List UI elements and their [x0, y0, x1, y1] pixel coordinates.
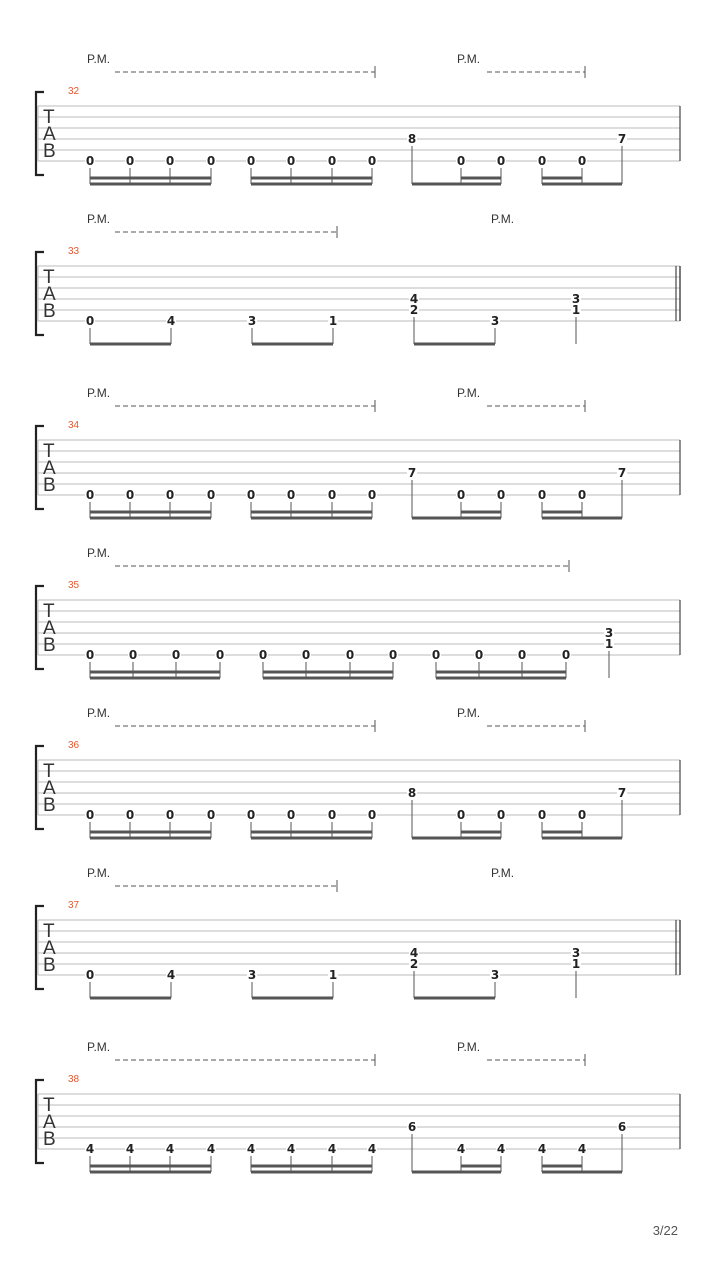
fret-number: 0 [496, 154, 506, 168]
fret-number: 4 [206, 1142, 216, 1156]
fret-number: 0 [286, 808, 296, 822]
fret-number: 4 [165, 1142, 175, 1156]
fret-number: 0 [456, 154, 466, 168]
fret-number: 0 [577, 808, 587, 822]
fret-number: 0 [125, 488, 135, 502]
fret-number: 0 [85, 488, 95, 502]
fret-number: 8 [407, 132, 417, 146]
fret-number: 4 [577, 1142, 587, 1156]
fret-number: 0 [85, 808, 95, 822]
fret-number: 4 [409, 292, 419, 306]
measure-number: 32 [68, 86, 80, 97]
fret-number: 0 [456, 808, 466, 822]
fret-number: 0 [561, 648, 571, 662]
fret-number: 1 [604, 637, 614, 651]
tab-clef-letter: A [43, 618, 56, 639]
measure-number: 37 [68, 900, 80, 911]
fret-number: 4 [286, 1142, 296, 1156]
fret-number: 4 [409, 946, 419, 960]
fret-number: 0 [125, 154, 135, 168]
fret-number: 4 [537, 1142, 547, 1156]
palm-mute-label: P.M. [87, 212, 111, 226]
fret-number: 0 [206, 808, 216, 822]
fret-number: 0 [125, 808, 135, 822]
palm-mute-label: P.M. [87, 1040, 111, 1054]
fret-number: 4 [166, 314, 176, 328]
fret-number: 0 [537, 488, 547, 502]
fret-number: 0 [165, 488, 175, 502]
tab-clef-letter: B [43, 141, 56, 162]
tab-clef-letter: A [43, 778, 56, 799]
fret-number: 0 [206, 154, 216, 168]
fret-number: 1 [571, 957, 581, 971]
fret-number: 7 [617, 132, 627, 146]
fret-number: 0 [165, 154, 175, 168]
palm-mute-label: P.M. [87, 386, 111, 400]
fret-number: 6 [617, 1120, 627, 1134]
fret-number: 0 [474, 648, 484, 662]
fret-number: 0 [496, 488, 506, 502]
fret-number: 0 [246, 488, 256, 502]
fret-number: 4 [496, 1142, 506, 1156]
fret-number: 1 [328, 968, 338, 982]
fret-number: 0 [215, 648, 225, 662]
fret-number: 4 [327, 1142, 337, 1156]
tab-clef-letter: T [43, 267, 55, 288]
fret-number: 4 [166, 968, 176, 982]
fret-number: 0 [577, 488, 587, 502]
palm-mute-label: P.M. [87, 546, 111, 560]
fret-number: 3 [490, 968, 500, 982]
fret-number: 0 [367, 808, 377, 822]
fret-number: 0 [286, 488, 296, 502]
fret-number: 0 [327, 154, 337, 168]
fret-number: 0 [367, 488, 377, 502]
fret-number: 0 [165, 808, 175, 822]
tab-clef-letter: B [43, 955, 56, 976]
tab-clef-letter: T [43, 441, 55, 462]
fret-number: 0 [577, 154, 587, 168]
tab-clef-letter: T [43, 601, 55, 622]
fret-number: 0 [246, 154, 256, 168]
fret-number: 0 [85, 968, 95, 982]
fret-number: 1 [328, 314, 338, 328]
fret-number: 4 [125, 1142, 135, 1156]
palm-mute-label: P.M. [457, 706, 481, 720]
fret-number: 7 [617, 466, 627, 480]
fret-number: 6 [407, 1120, 417, 1134]
fret-number: 1 [571, 303, 581, 317]
fret-number: 0 [537, 808, 547, 822]
tab-clef-letter: A [43, 1112, 56, 1133]
tab-clef-letter: A [43, 458, 56, 479]
fret-number: 0 [517, 648, 527, 662]
palm-mute-label: P.M. [457, 386, 481, 400]
measure-number: 33 [68, 246, 80, 257]
palm-mute-label: P.M. [87, 52, 111, 66]
fret-number: 8 [407, 786, 417, 800]
tab-clef-letter: T [43, 761, 55, 782]
tab-clef-letter: B [43, 795, 56, 816]
fret-number: 0 [301, 648, 311, 662]
fret-number: 3 [247, 314, 257, 328]
tab-clef-letter: T [43, 107, 55, 128]
palm-mute-label: P.M. [87, 706, 111, 720]
fret-number: 0 [496, 808, 506, 822]
tab-clef-letter: T [43, 921, 55, 942]
fret-number: 2 [409, 957, 419, 971]
fret-number: 0 [206, 488, 216, 502]
fret-number: 0 [367, 154, 377, 168]
fret-number: 0 [85, 314, 95, 328]
palm-mute-label: P.M. [491, 212, 515, 226]
palm-mute-label: P.M. [491, 866, 515, 880]
fret-number: 0 [456, 488, 466, 502]
fret-number: 0 [258, 648, 268, 662]
measure-number: 38 [68, 1074, 80, 1085]
fret-number: 3 [247, 968, 257, 982]
tab-clef-letter: B [43, 301, 56, 322]
fret-number: 4 [246, 1142, 256, 1156]
fret-number: 0 [128, 648, 138, 662]
fret-number: 0 [327, 808, 337, 822]
measure-number: 36 [68, 740, 80, 751]
palm-mute-label: P.M. [457, 52, 481, 66]
fret-number: 0 [286, 154, 296, 168]
fret-number: 3 [490, 314, 500, 328]
tab-clef-letter: B [43, 475, 56, 496]
fret-number: 0 [171, 648, 181, 662]
fret-number: 0 [388, 648, 398, 662]
fret-number: 3 [604, 626, 614, 640]
measure-number: 35 [68, 580, 80, 591]
tab-clef-letter: A [43, 124, 56, 145]
fret-number: 0 [537, 154, 547, 168]
fret-number: 3 [571, 292, 581, 306]
fret-number: 4 [367, 1142, 377, 1156]
fret-number: 0 [85, 648, 95, 662]
fret-number: 4 [456, 1142, 466, 1156]
fret-number: 7 [407, 466, 417, 480]
fret-number: 0 [85, 154, 95, 168]
tab-clef-letter: A [43, 938, 56, 959]
tab-clef-letter: A [43, 284, 56, 305]
measure-number: 34 [68, 420, 80, 431]
fret-number: 0 [246, 808, 256, 822]
palm-mute-label: P.M. [457, 1040, 481, 1054]
fret-number: 7 [617, 786, 627, 800]
fret-number: 0 [431, 648, 441, 662]
page-number: 3/22 [652, 1223, 678, 1238]
palm-mute-label: P.M. [87, 866, 111, 880]
tab-clef-letter: T [43, 1095, 55, 1116]
fret-number: 0 [345, 648, 355, 662]
fret-number: 0 [327, 488, 337, 502]
fret-number: 3 [571, 946, 581, 960]
tab-clef-letter: B [43, 635, 56, 656]
fret-number: 4 [85, 1142, 95, 1156]
tab-clef-letter: B [43, 1129, 56, 1150]
fret-number: 2 [409, 303, 419, 317]
